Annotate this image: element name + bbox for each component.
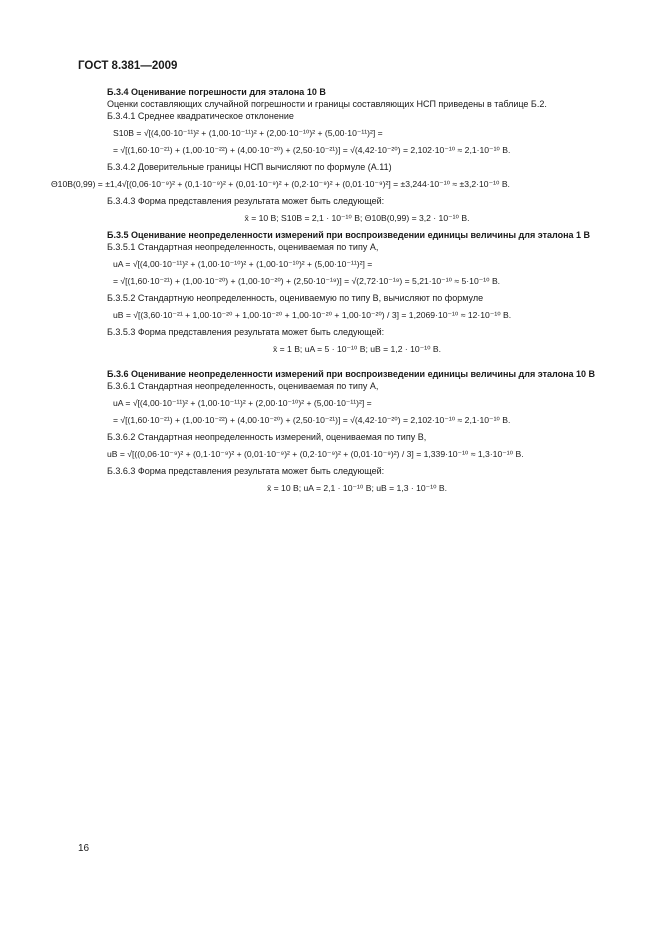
spacer xyxy=(107,360,607,368)
paragraph: Б.3.5.1 Стандартная неопределенность, оцениваемая по типу А, xyxy=(107,242,379,252)
formula: uA = √[(4,00·10⁻¹¹)² + (1,00·10⁻¹⁰)² + (1,00·10⁻¹⁰)² + (5,00·10⁻¹¹)²] = xyxy=(113,259,373,269)
paragraph: Б.3.5.3 Форма представления результата может быть следующей: xyxy=(107,327,385,337)
paragraph: Б.3.6.2 Стандартная неопределенность измерений, оцениваемая по типу В, xyxy=(107,432,427,442)
page-header: ГОСТ 8.381—2009 xyxy=(78,60,178,72)
formula-result: x̄ = 10 В; S10B = 2,1 · 10⁻¹⁰ В; Θ10B(0,99) = 3,2 · 10⁻¹⁰ В. xyxy=(244,213,470,223)
paragraph: Б.3.5.2 Стандартную неопределенность, оцениваемую по типу В, вычисляют по формуле xyxy=(107,293,484,303)
formula-result: x̄ = 1 В; uA = 5 · 10⁻¹⁰ В; uB = 1,2 · 10⁻¹⁰ В. xyxy=(272,344,442,354)
paragraph: Оценки составляющих случайной погрешности и границы составляющих НСП приведены в таблице Б.2. xyxy=(107,99,547,109)
page-number: 16 xyxy=(78,843,90,854)
section-heading: Б.3.6 Оценивание неопределенности измерений при воспроизведении единицы величины для эталона 10 В xyxy=(107,369,596,379)
section-heading: Б.3.4 Оценивание погрешности для эталона 10 В xyxy=(107,87,326,97)
formula: uB = √[(3,60·10⁻²¹ + 1,00·10⁻²⁰ + 1,00·10⁻²⁰ + 1,00·10⁻²⁰ + 1,00·10⁻²⁰) / 3] = 1,2069·10⁻¹⁰ ≈ 12·10⁻¹⁰ В. xyxy=(113,310,512,320)
formula: S10B = √[(4,00·10⁻¹¹)² + (1,00·10⁻¹¹)² + (2,00·10⁻¹⁰)² + (5,00·10⁻¹¹)²] = xyxy=(113,128,383,138)
formula-result: x̄ = 10 В; uA = 2,1 · 10⁻¹⁰ В; uB = 1,3 · 10⁻¹⁰ В. xyxy=(266,483,448,493)
formula: = √[(1,60·10⁻²¹) + (1,00·10⁻²²) + (4,00·10⁻²⁰) + (2,50·10⁻²¹)] = √(4,42·10⁻²⁰) = 2,102·10⁻¹⁰ ≈ 2,1·10⁻¹⁰ В. xyxy=(113,145,511,155)
paragraph: Б.3.4.3 Форма представления результата может быть следующей: xyxy=(107,196,385,206)
section-b-3-5 xyxy=(107,229,607,355)
formula: = √[(1,60·10⁻²¹) + (1,00·10⁻²⁰) + (1,00·10⁻²⁰) + (2,50·10⁻¹⁹)] = √(2,72·10⁻¹⁹) = 5,21·10⁻¹⁰ ≈ 5·10⁻¹⁰ В. xyxy=(113,276,501,286)
paragraph: Б.3.6.1 Стандартная неопределенность, оцениваемая по типу А, xyxy=(107,381,379,391)
formula: uB = √[((0,06·10⁻⁹)² + (0,1·10⁻⁹)² + (0,01·10⁻⁹)² + (0,2·10⁻⁹)² + (0,01·10⁻⁹)²) / 3] = 1,339·10⁻¹⁰ ≈ 1,3·10⁻¹⁰ В. xyxy=(107,449,524,459)
formula: Θ10B(0,99) = ±1,4√[(0,06·10⁻⁹)² + (0,1·10⁻⁹)² + (0,01·10⁻⁹)² + (0,2·10⁻⁹)² + (0,01·10⁻⁹)²] = ±3,244·10⁻¹⁰ ≈ ±3,2·10⁻¹⁰ В. xyxy=(51,179,510,189)
section-b-3-4 xyxy=(51,86,607,224)
paragraph: Б.3.6.3 Форма представления результата может быть следующей: xyxy=(107,466,385,476)
document-body xyxy=(51,86,607,499)
formula: = √[(1,60·10⁻²¹) + (1,00·10⁻²²) + (4,00·10⁻²⁰) + (2,50·10⁻²¹)] = √(4,42·10⁻²⁰) = 2,102·10⁻¹⁰ ≈ 2,1·10⁻¹⁰ В. xyxy=(113,415,511,425)
section-b-3-6 xyxy=(107,368,607,494)
paragraph: Б.3.4.1 Среднее квадратическое отклонение xyxy=(107,111,294,121)
section-heading: Б.3.5 Оценивание неопределенности измерений при воспроизведении единицы величины для эталона 1 В xyxy=(107,230,591,240)
formula: uA = √[(4,00·10⁻¹¹)² + (1,00·10⁻¹¹)² + (2,00·10⁻¹⁰)² + (5,00·10⁻¹¹)²] = xyxy=(113,398,372,408)
paragraph: Б.3.4.2 Доверительные границы НСП вычисляют по формуле (А.11) xyxy=(107,162,392,172)
